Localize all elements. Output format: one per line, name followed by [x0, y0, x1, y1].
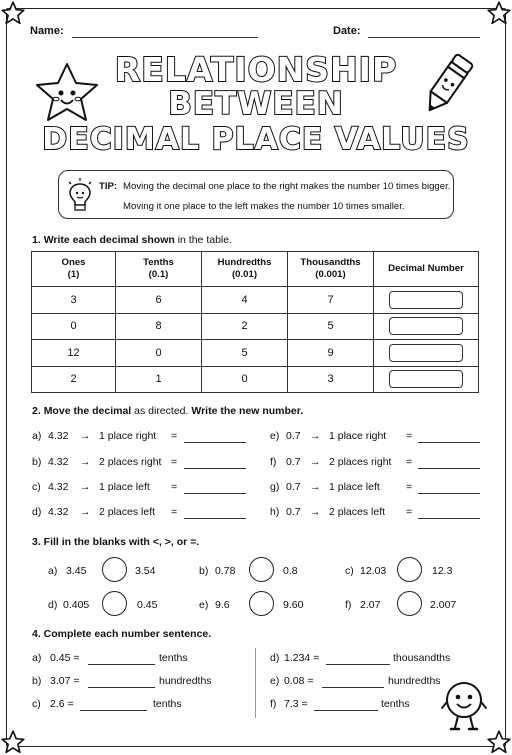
sentence-unit: hundredths	[388, 675, 441, 687]
sentence-unit: thousandths	[393, 652, 451, 664]
decimal-answer-box[interactable]	[389, 291, 463, 309]
title-line-3: DECIMAL PLACE VALUES	[42, 122, 470, 157]
item-direction: 1 place left	[99, 481, 150, 493]
equals-sign: =	[406, 456, 413, 468]
answer-blank[interactable]	[184, 468, 246, 469]
arrow-icon: →	[310, 430, 321, 442]
sentence-unit: tenths	[153, 698, 182, 710]
item-number: 4.32	[48, 430, 69, 442]
move-item	[270, 506, 482, 520]
compare-item	[199, 591, 319, 621]
item-direction: 1 place left	[329, 481, 380, 493]
column-header-tenths: Tenths (0.1)	[116, 252, 202, 287]
compare-item	[48, 591, 168, 621]
equals-sign: =	[171, 506, 178, 518]
equals-sign: =	[171, 481, 178, 493]
compare-right-value: 2.007	[430, 599, 457, 611]
move-item	[32, 506, 247, 520]
item-direction: 1 place right	[99, 430, 157, 442]
table-cell: 2	[32, 366, 116, 393]
title-line-2: BETWEEN	[168, 86, 344, 122]
table-cell: 4	[202, 287, 288, 314]
move-item	[270, 456, 482, 470]
sentence-lhs: 0.08 =	[284, 675, 314, 687]
item-letter: c)	[32, 698, 41, 710]
compare-left-value: 2.07	[360, 599, 381, 611]
compare-left-value: 0.78	[215, 565, 236, 577]
decimal-answer-cell	[374, 287, 479, 314]
compare-left-value: 9.6	[215, 599, 230, 611]
answer-blank[interactable]	[322, 687, 384, 688]
arrow-icon: →	[80, 506, 91, 518]
item-letter: g)	[270, 481, 280, 493]
compare-right-value: 12.3	[432, 565, 453, 577]
column-header-decimal-number: Decimal Number	[374, 252, 479, 287]
table-row	[32, 313, 479, 340]
decimal-answer-box[interactable]	[389, 344, 463, 362]
compare-left-value: 0.405	[63, 599, 90, 611]
equals-sign: =	[171, 430, 178, 442]
arrow-icon: →	[310, 481, 321, 493]
table-cell: 3	[32, 287, 116, 314]
item-letter: f)	[270, 456, 277, 468]
sentence-lhs: 2.6 =	[50, 698, 74, 710]
section-3-heading: 3. Fill in the blanks with <, >, or =.	[32, 536, 200, 548]
answer-blank[interactable]	[326, 664, 390, 665]
section-2-mid: as directed.	[131, 405, 192, 417]
compare-answer-circle[interactable]	[249, 557, 274, 582]
answer-blank[interactable]	[418, 493, 480, 494]
equals-sign: =	[171, 456, 178, 468]
table-header-row	[32, 252, 479, 287]
section-1-number: 1.	[32, 234, 41, 246]
table-cell: 0	[116, 340, 202, 367]
tip-text-line-1: Moving the decimal one place to the right makes the number 10 times bigger.	[123, 181, 451, 192]
sentence-unit: tenths	[159, 652, 188, 664]
item-letter: a)	[48, 565, 58, 577]
answer-blank[interactable]	[184, 442, 246, 443]
section-1-heading	[32, 234, 232, 246]
equals-sign: =	[406, 430, 413, 442]
section-1-rest: in the table.	[174, 234, 233, 246]
item-letter: b)	[199, 565, 209, 577]
table-row	[32, 366, 479, 393]
compare-right-value: 0.45	[137, 599, 158, 611]
compare-answer-circle[interactable]	[397, 591, 422, 616]
sentence-lhs: 0.45 =	[50, 652, 80, 664]
compare-right-value: 9.60	[283, 599, 304, 611]
sentence-unit: hundredths	[159, 675, 212, 687]
item-letter: e)	[270, 675, 280, 687]
compare-answer-circle[interactable]	[397, 557, 422, 582]
compare-answer-circle[interactable]	[102, 557, 127, 582]
section-2-number: 2.	[32, 405, 41, 417]
name-field[interactable]	[72, 37, 258, 38]
section-4-heading: 4. Complete each number sentence.	[32, 628, 212, 640]
section-2-bold-2: Write the new number.	[191, 405, 304, 417]
table-cell: 6	[116, 287, 202, 314]
move-item	[270, 430, 482, 444]
answer-blank[interactable]	[88, 664, 155, 665]
move-item	[270, 481, 482, 495]
section-1-bold: Write each decimal shown	[43, 234, 175, 246]
compare-item	[48, 557, 168, 587]
tip-text-line-2: Moving it one place to the left makes the number 10 times smaller.	[123, 201, 405, 212]
table-row	[32, 340, 479, 367]
sentence-lhs: 3.07 =	[50, 675, 80, 687]
table-cell: 1	[116, 366, 202, 393]
compare-right-value: 0.8	[283, 565, 298, 577]
decimal-answer-cell	[374, 313, 479, 340]
item-direction: 2 places left	[329, 506, 386, 518]
item-number: 0.7	[286, 430, 301, 442]
compare-answer-circle[interactable]	[249, 591, 274, 616]
move-item	[32, 456, 247, 470]
compare-item	[345, 557, 475, 587]
date-field[interactable]	[368, 37, 480, 38]
table-cell: 5	[288, 313, 374, 340]
corner-star-icon	[486, 729, 512, 755]
arrow-icon: →	[80, 456, 91, 468]
item-number: 0.7	[286, 481, 301, 493]
item-letter: c)	[345, 565, 354, 577]
sentence-item	[32, 698, 247, 712]
date-label: Date:	[333, 25, 361, 37]
item-letter: e)	[270, 430, 280, 442]
corner-star-icon	[0, 0, 26, 26]
item-letter: d)	[32, 506, 42, 518]
compare-item	[345, 591, 475, 621]
column-header-thousandths: Thousandths (0.001)	[288, 252, 374, 287]
section-2-bold-1: Move the decimal	[43, 405, 132, 417]
item-letter: e)	[199, 599, 209, 611]
item-direction: 2 places left	[99, 506, 156, 518]
corner-star-icon	[0, 729, 26, 755]
decimal-answer-cell	[374, 340, 479, 367]
answer-blank[interactable]	[418, 468, 480, 469]
column-header-hundredths: Hundredths (0.01)	[202, 252, 288, 287]
place-value-table	[31, 251, 479, 393]
table-cell: 7	[288, 287, 374, 314]
lightbulb-icon	[65, 176, 95, 214]
name-label: Name:	[30, 25, 64, 37]
item-letter: f)	[345, 599, 352, 611]
table-row	[32, 287, 479, 314]
sentence-lhs: 1.234 =	[284, 652, 320, 664]
item-direction: 2 places right	[329, 456, 392, 468]
table-cell: 0	[202, 366, 288, 393]
item-letter: b)	[32, 456, 42, 468]
table-cell: 5	[202, 340, 288, 367]
table-cell: 2	[202, 313, 288, 340]
column-divider	[255, 648, 256, 718]
answer-blank[interactable]	[314, 710, 378, 711]
section-2-heading	[32, 405, 303, 417]
corner-star-icon	[486, 0, 512, 26]
item-letter: h)	[270, 506, 280, 518]
equals-sign: =	[406, 481, 413, 493]
compare-left-value: 3.45	[66, 565, 87, 577]
arrow-icon: →	[310, 506, 321, 518]
equals-sign: =	[406, 506, 413, 518]
answer-blank[interactable]	[88, 687, 155, 688]
tip-box	[58, 170, 454, 219]
compare-item	[199, 557, 319, 587]
answer-blank[interactable]	[80, 710, 147, 711]
sentence-item	[270, 652, 485, 666]
move-item	[32, 481, 247, 495]
decimal-answer-box[interactable]	[389, 317, 463, 335]
item-letter: a)	[32, 652, 42, 664]
arrow-icon: →	[80, 481, 91, 493]
answer-blank[interactable]	[184, 518, 246, 519]
item-number: 4.32	[48, 456, 69, 468]
move-item	[32, 430, 247, 444]
compare-left-value: 12.03	[360, 565, 387, 577]
smiley-ball-icon	[440, 676, 488, 734]
item-number: 4.32	[48, 506, 69, 518]
arrow-icon: →	[310, 456, 321, 468]
item-number: 0.7	[286, 506, 301, 518]
sentence-item	[32, 652, 247, 666]
table-cell: 3	[288, 366, 374, 393]
answer-blank[interactable]	[184, 493, 246, 494]
sentence-item	[32, 675, 247, 689]
title-line-1: RELATIONSHIP	[114, 50, 398, 89]
table-cell: 8	[116, 313, 202, 340]
item-letter: d)	[270, 652, 280, 664]
table-cell: 12	[32, 340, 116, 367]
answer-blank[interactable]	[418, 518, 480, 519]
item-letter: b)	[32, 675, 42, 687]
decimal-answer-cell	[374, 366, 479, 393]
table-cell: 0	[32, 313, 116, 340]
table-cell: 9	[288, 340, 374, 367]
item-letter: a)	[32, 430, 42, 442]
compare-right-value: 3.54	[135, 565, 156, 577]
item-number: 0.7	[286, 456, 301, 468]
item-number: 4.32	[48, 481, 69, 493]
sentence-lhs: 7.3 =	[284, 698, 308, 710]
item-letter: f)	[270, 698, 277, 710]
sentence-unit: tenths	[381, 698, 410, 710]
tip-label: TIP:	[99, 181, 118, 192]
item-letter: c)	[32, 481, 41, 493]
decimal-answer-box[interactable]	[389, 370, 463, 388]
item-letter: d)	[48, 599, 58, 611]
column-header-ones: Ones (1)	[32, 252, 116, 287]
compare-answer-circle[interactable]	[102, 591, 127, 616]
answer-blank[interactable]	[418, 442, 480, 443]
item-direction: 2 places right	[99, 456, 162, 468]
arrow-icon: →	[80, 430, 91, 442]
item-direction: 1 place right	[329, 430, 387, 442]
